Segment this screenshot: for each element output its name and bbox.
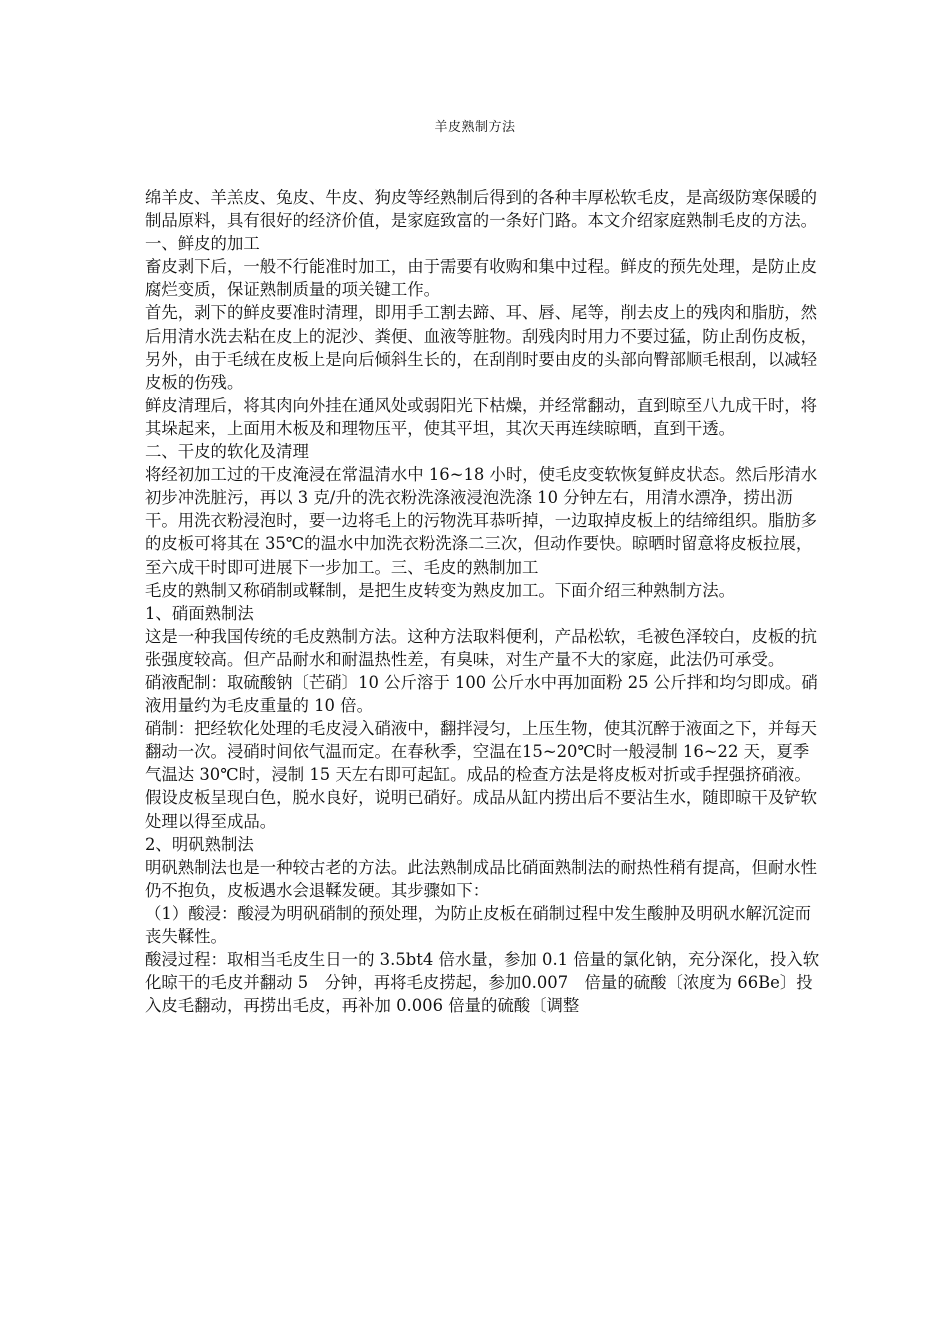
subsection-heading-1: 1、硝面熟制法 [145, 603, 254, 623]
paragraph: 酸浸过程：取相当毛皮生日一的 3.5bt4 倍水量，参加 0.1 倍量的氯化钠，充分深化，投入软化晾干的毛皮并翻动 5 分钟，再将毛皮捞起，参加0.007 倍量的硫酸〔浓度为 66Be〕投入皮毛翻动，再捞出毛皮，再补加 0.006 倍量的硫酸〔调整 [145, 950, 820, 1016]
paragraph: 硝液配制：取硫酸钠〔芒硝〕10 公斤溶于 100 公斤水中再加面粉 25 公斤拌和均匀即成。硝液用量约为毛皮重量的 10 倍。 [145, 672, 818, 716]
subsection-heading-2: 2、明矾熟制法 [145, 834, 254, 854]
section-heading-1: 一、鲜皮的加工 [145, 234, 260, 254]
paragraph: 将经初加工过的干皮淹浸在常温清水中 16~18 小时，使毛皮变软恢复鲜皮状态。然后彤清水初步冲洗脏污，再以 3 克/升的洗衣粉洗涤液浸泡洗涤 10 分钟左右，用清水漂净，捞出沥干。用洗衣粉浸泡时，要一边将毛上的污物洗耳恭听掉，一边取掉皮板上的结缔组织。脂肪多的皮板可将其在 35℃的温水中加洗衣粉洗涤二三次，但动作要快。晾晒时留意将皮板拉展，至六成干时即可进展下一步加工。三、毛皮的熟制加工 [145, 465, 818, 577]
section-heading-2: 二、干皮的软化及清理 [145, 442, 309, 462]
document-body [145, 186, 825, 1017]
paragraph: 鲜皮清理后，将其肉向外挂在通风处或弱阳光下枯燥，并经常翻动，直到晾至八九成干时，将其垛起来，上面用木板及和理物压平，使其平坦，其次天再连续晾晒，直到干透。 [145, 395, 818, 438]
paragraph: 畜皮剥下后，一般不行能准时加工，由于需要有收购和集中过程。鲜皮的预先处理，是防止皮腐烂变质，保证熟制质量的项关键工作。 [145, 257, 818, 300]
paragraph: 硝制：把经软化处理的毛皮浸入硝液中，翻拌浸匀，上压生物，使其沉醉于液面之下，并每天翻动一次。浸硝时间依气温而定。在春秋季，空温在15~20℃时一般浸制 16~22 天，夏季气温达 30℃时，浸制 15 天左右即可起缸。成品的检查方法是将皮板对折或手捏强挤硝液。假设皮板呈现白色，脱水良好，说明已硝好。成品从缸内捞出后不要沾生水，随即晾干及铲软处理以得至成品。 [145, 719, 818, 831]
paragraph: 毛皮的熟制又称硝制或鞣制，是把生皮转变为熟皮加工。下面介绍三种熟制方法。 [145, 580, 736, 600]
paragraph: （1）酸浸：酸浸为明矾硝制的预处理，为防止皮板在硝制过程中发生酸肿及明矾水解沉淀而丧失鞣性。 [145, 903, 812, 946]
document-title: 羊皮熟制方法 [434, 120, 516, 135]
paragraph: 这是一种我国传统的毛皮熟制方法。这种方法取料便利，产品松软，毛被色泽较白，皮板的抗张强度较高。但产品耐水和耐温热性差，有臭味，对生产量不大的家庭，此法仍可承受。 [145, 626, 818, 669]
paragraph: 明矾熟制法也是一种较古老的方法。此法熟制成品比硝面熟制法的耐热性稍有提高，但耐水性仍不抱负，皮板遇水会退鞣发硬。其步骤如下： [145, 857, 818, 900]
paragraph: 首先，剥下的鲜皮要准时清理，即用手工割去蹄、耳、唇、尾等，削去皮上的残肉和脂肪，然后用清水洗去粘在皮上的泥沙、粪便、血液等脏物。刮残肉时用力不要过猛，防止刮伤皮板，另外，由于毛绒在皮板上是向后倾斜生长的，在刮削时要由皮的头部向臀部顺毛根刮，以减轻皮板的伤残。 [145, 303, 818, 392]
paragraph-intro: 绵羊皮、羊羔皮、兔皮、牛皮、狗皮等经熟制后得到的各种丰厚松软毛皮，是高级防寒保暖的制品原料，具有很好的经济价值，是家庭致富的一条好门路。本文介绍家庭熟制毛皮的方法。 [145, 188, 818, 231]
